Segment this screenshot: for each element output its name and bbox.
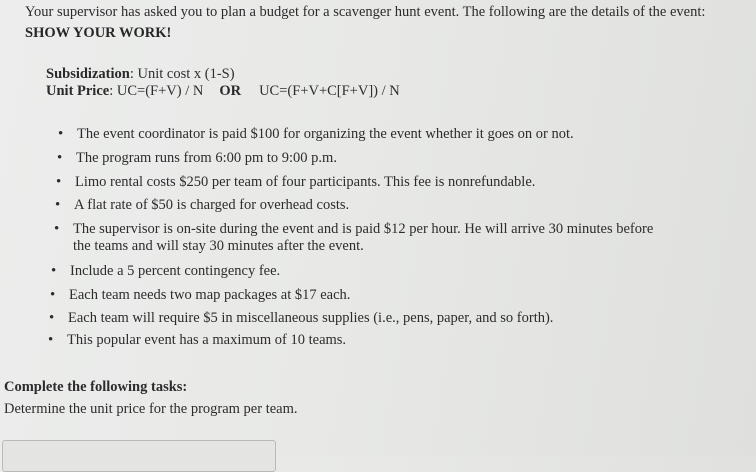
list-item [58,126,574,143]
list-item-text: A flat rate of $50 is charged for overhead costs. [74,197,350,213]
list-item-text: This popular event has a maximum of 10 teams. [67,332,347,348]
list-item [55,197,350,214]
bullet-icon: • [55,197,61,213]
unit-price-label: Unit Price [46,83,110,99]
list-item-text: Each team needs two map packages at $17 each. [69,287,351,303]
list-item-text-continued: the teams and will stay 30 minutes after the event. [73,238,364,254]
subsidization-line [46,66,400,83]
list-item [48,332,347,349]
list-item [50,287,351,304]
list-item [57,150,337,167]
bullet-icon: • [58,126,64,142]
list-item-text: Limo rental costs $250 per team of four participants. This fee is nonrefundable. [75,174,536,190]
list-item [51,263,281,280]
bullet-icon: • [57,150,63,166]
unit-price-formula: : UC=(F+V) / N [109,83,204,99]
bullet-icon: • [56,174,62,190]
list-item-text: The supervisor is on-site during the event and is paid $12 per hour. He will arrive 30 minutes before [73,221,654,237]
bullet-icon: • [50,287,56,303]
unit-price-line [46,83,400,100]
list-item [56,174,536,191]
intro-text: Your supervisor has asked you to plan a budget for a scavenger hunt event. The following are the details of the event: [25,4,706,20]
task-instruction: Determine the unit price for the program per team. [4,401,298,417]
bullet-icon: • [49,310,55,326]
subsidization-formula: : Unit cost x (1-S) [129,66,235,82]
list-item-text: Include a 5 percent contingency fee. [70,263,281,279]
tasks-heading: Complete the following tasks: [4,379,188,395]
show-work-emphasis: SHOW YOUR WORK! [25,25,172,41]
subsidization-label: Subsidization [46,66,130,82]
intro-paragraph [25,2,753,44]
list-item-text: Each team will require $5 in miscellaneous supplies (i.e., pens, paper, and so forth). [68,310,554,326]
unit-price-alt-formula: UC=(F+V+C[F+V]) / N [259,83,400,99]
list-item-text: The program runs from 6:00 pm to 9:00 p.m. [76,150,337,166]
list-item-text: The event coordinator is paid $100 for organizing the event whether it goes on or not. [77,126,574,142]
bullet-icon: • [48,332,54,348]
list-item [49,310,554,327]
bullet-icon: • [51,263,57,279]
bullet-icon: • [54,221,60,237]
list-item [54,221,654,255]
or-label: OR [219,83,242,99]
formula-block [46,66,400,100]
answer-input[interactable] [2,440,276,472]
tasks-section [4,376,298,420]
